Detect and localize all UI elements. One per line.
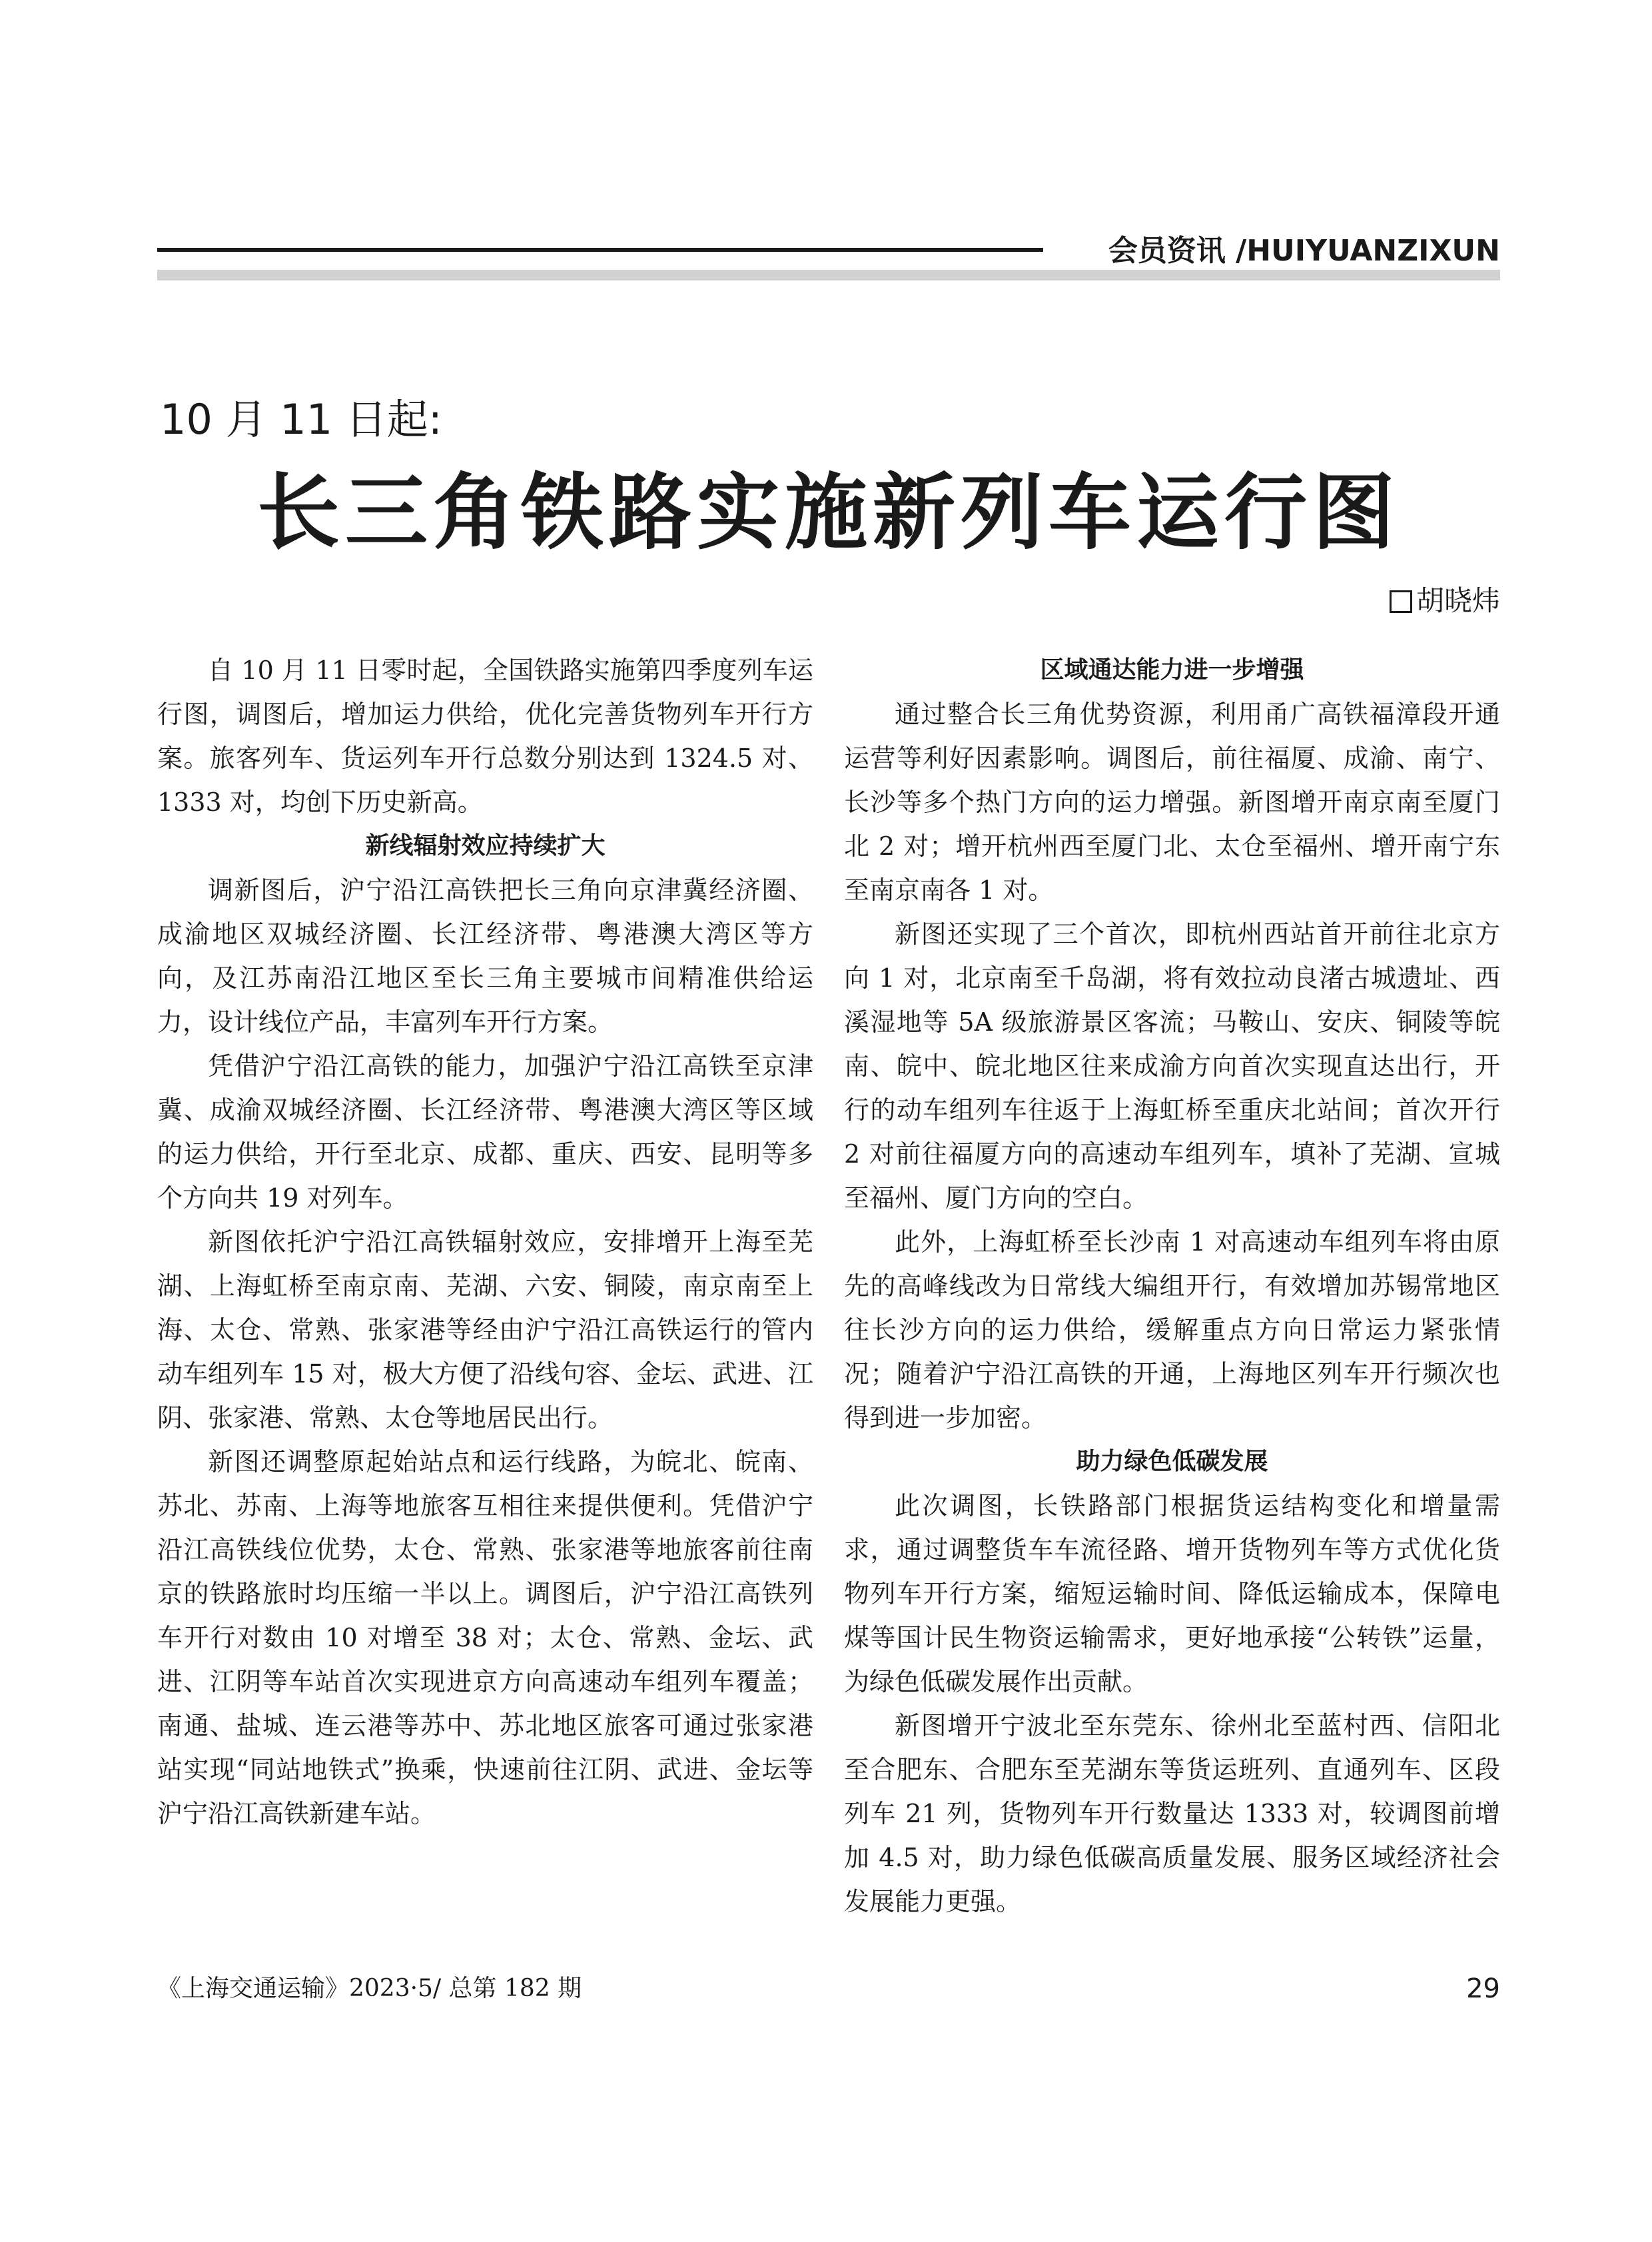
section-heading: 新线辐射效应持续扩大: [365, 832, 606, 859]
paragraph: 通过整合长三角优势资源，利用甬广高铁福漳段开通运营等利好因素影响。调图后，前往福厦、成渝、南宁、长沙等多个热门方向的运力增强。新图增开南京南至厦门北 2 对；增开杭州西至厦门北、太仓至福州、增开南宁东至南京南各 1 对。: [844, 700, 1500, 905]
paragraph: 新图还实现了三个首次，即杭州西站首开前往北京方向 1 对，北京南至千岛湖，将有效拉动良渚古城遗址、西溪湿地等 5A 级旅游景区客流；马鞍山、安庆、铜陵等皖南、皖中、皖北地区往来成渝方向首次实现直达出行，开行的动车组列车往返于上海虹桥至重庆北站间；首次开行 2 对前往福厦方向的高速动车组列车，填补了芜湖、宣城至福州、厦门方向的空白。: [844, 919, 1500, 1213]
byline-box-icon: [1390, 590, 1412, 613]
page-number: 29: [1466, 1973, 1500, 2004]
paragraph: 此外，上海虹桥至长沙南 1 对高速动车组列车将由原先的高峰线改为日常线大编组开行，有效增加苏锡常地区往长沙方向的运力供给，缓解重点方向日常运力紧张情况；随着沪宁沿江高铁的开通，上海地区列车开行频次也得到进一步加密。: [844, 1227, 1500, 1432]
paragraph: 新图还调整原起始站点和运行线路，为皖北、皖南、苏北、苏南、上海等地旅客互相往来提供便利。凭借沪宁沿江高铁线位优势，太仓、常熟、张家港等地旅客前往南京的铁路旅时均压缩一半以上。调图后，沪宁沿江高铁列车开行对数由 10 对增至 38 对；太仓、常熟、金坛、武进、江阴等车站首次实现进京方向高速动车组列车覆盖；南通、盐城、连云港等苏中、苏北地区旅客可通过张家港站实现“同站地铁式”换乘，快速前往江阴、武进、金坛等沪宁沿江高铁新建车站。: [157, 1447, 813, 1828]
article-title-block: [157, 393, 1500, 566]
right-column: [844, 648, 1500, 1924]
header-band: [157, 270, 1500, 280]
author-name: 胡晓炜: [1416, 584, 1500, 617]
paragraph: 调新图后，沪宁沿江高铁把长三角向京津冀经济圈、成渝地区双城经济圈、长江经济带、粤港澳大湾区等方向，及江苏南沿江地区至长三角主要城市间精准供给运力，设计线位产品，丰富列车开行方案。: [157, 875, 813, 1037]
paragraph: 新图增开宁波北至东莞东、徐州北至蓝村西、信阳北至合肥东、合肥东至芜湖东等货运班列、直通列车、区段列车 21 列，货物列车开行数量达 1333 对，较调图前增加 4.5 对，助力绿色低碳高质量发展、服务区域经济社会发展能力更强。: [844, 1711, 1500, 1916]
left-column: [157, 648, 813, 1836]
section-heading: 区域通达能力进一步增强: [1040, 656, 1304, 684]
article-title: 长三角铁路实施新列车运行图: [256, 465, 1400, 561]
section-label: 会员资讯 /HUIYUANZIXUN: [1108, 234, 1500, 268]
paragraph: 自 10 月 11 日零时起，全国铁路实施第四季度列车运行图，调图后，增加运力供给，优化完善货物列车开行方案。旅客列车、货运列车开行总数分别达到 1324.5 对、1333 对，均创下历史新高。: [157, 656, 813, 817]
paragraph: 新图依托沪宁沿江高铁辐射效应，安排增开上海至芜湖、上海虹桥至南京南、芜湖、六安、铜陵，南京南至上海、太仓、常熟、张家港等经由沪宁沿江高铁运行的管内动车组列车 15 对，极大方便了沿线句容、金坛、武进、江阴、张家港、常熟、太仓等地居民出行。: [157, 1227, 813, 1432]
article-byline: [1390, 581, 1500, 621]
section-heading: 助力绿色低碳发展: [1076, 1448, 1268, 1475]
section-header: [157, 227, 1500, 267]
paragraph: 此次调图，长铁路部门根据货运结构变化和增量需求，通过调整货车车流径路、增开货物列车等方式优化货物列车开行方案，缩短运输时间、降低运输成本，保障电煤等国计民生物资运输需求，更好地承接“公转铁”运量，为绿色低碳发展作出贡献。: [844, 1491, 1500, 1696]
publication-footer: 《上海交通运输》2023·5/ 总第 182 期: [157, 1975, 582, 2002]
header-rule: [157, 248, 1043, 252]
paragraph: 凭借沪宁沿江高铁的能力，加强沪宁沿江高铁至京津冀、成渝双城经济圈、长江经济带、粤港澳大湾区等区域的运力供给，开行至北京、成都、重庆、西安、昆明等多个方向共 19 对列车。: [157, 1051, 813, 1213]
article-date-line: 10 月 11 日起:: [160, 395, 442, 444]
